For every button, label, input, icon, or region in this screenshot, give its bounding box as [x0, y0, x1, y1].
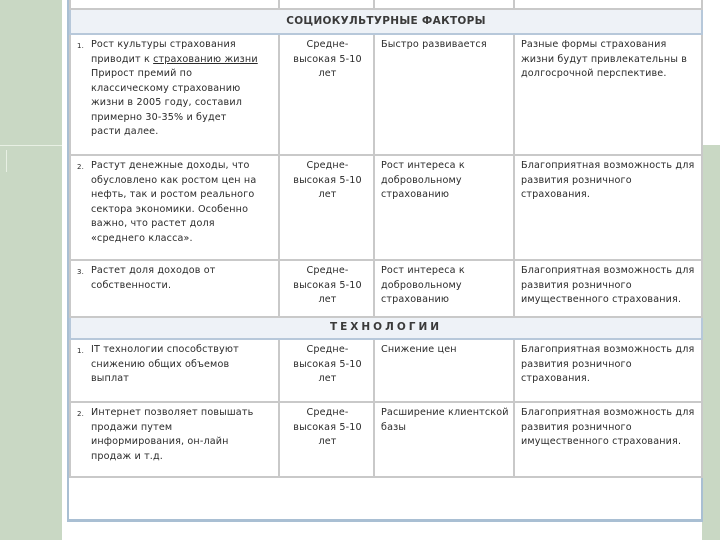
impact-cell: Благоприятная возможность для развития розничного страхования. [514, 155, 702, 260]
left-background-band [0, 0, 62, 540]
decorative-mark [6, 150, 7, 172]
table-top-strip [70, 0, 702, 9]
section-header-technologies [70, 317, 702, 339]
impact-cell: Разные формы страхования жизни будут привлекательны в долгосрочной перспективе. [514, 34, 702, 155]
factor-text: IT технологии способствуют снижению общих объемов выплат [91, 344, 239, 384]
row-number: 2. [77, 410, 84, 418]
impact-cell: Благоприятная возможность для развития розничного страхования. [514, 339, 702, 402]
factor-cell [70, 155, 279, 260]
dynamics-cell: Расширение клиентской базы [374, 402, 514, 477]
impact-cell: Благоприятная возможность для развития розничного имущественного страхования. [514, 260, 702, 317]
factor-text: Растет доля доходов от собственности. [91, 265, 216, 291]
probability-cell: Средне-высокая 5-10 лет [279, 339, 374, 402]
section-title: СОЦИОКУЛЬТУРНЫЕ ФАКТОРЫ [286, 14, 486, 27]
dynamics-cell: Снижение цен [374, 339, 514, 402]
probability-cell: Средне-высокая 5-10 лет [279, 155, 374, 260]
factor-cell [70, 34, 279, 155]
factor-text: Рост культуры страхования приводит к [91, 39, 236, 65]
probability-cell: Средне-высокая 5-10 лет [279, 260, 374, 317]
factors-table [69, 0, 703, 478]
dynamics-cell: Рост интереса к добровольному страхованию [374, 260, 514, 317]
table-row [70, 155, 702, 260]
factor-cell [70, 339, 279, 402]
impact-cell: Благоприятная возможность для развития розничного имущественного страхования. [514, 402, 702, 477]
table-row [70, 402, 702, 477]
section-title: ТЕХНОЛОГИИ [329, 321, 443, 334]
probability-cell: Средне-высокая 5-10 лет [279, 34, 374, 155]
factor-text: Растут денежные доходы, что обусловлено как ростом цен на нефть, так и ростом реального сектора экономики. Особенно важно, что растет доля «среднего класса». [91, 160, 257, 244]
factor-text: Интернет позволяет повышать продажи путем информирования, он-лайн продаж и т.д. [91, 407, 254, 462]
row-number: 1. [77, 42, 84, 50]
table-row [70, 34, 702, 155]
row-number: 1. [77, 347, 84, 355]
dynamics-cell: Рост интереса к добровольному страхованию [374, 155, 514, 260]
factor-cell [70, 402, 279, 477]
factor-underlined-text: страхованию жизни [153, 53, 258, 65]
row-number: 2. [77, 163, 84, 171]
table-row [70, 339, 702, 402]
factor-text-continued: Прирост премий по классическому страхованию жизни в 2005 году, составил примерно 30-35% и будет расти далее. [91, 68, 242, 137]
dynamics-cell: Быстро развивается [374, 34, 514, 155]
factor-cell [70, 260, 279, 317]
document-table-area [67, 0, 703, 522]
right-background-band [702, 145, 720, 540]
table-row [70, 260, 702, 317]
row-number: 3. [77, 268, 84, 276]
decorative-line [0, 145, 62, 146]
section-header-sociocultural [70, 9, 702, 34]
probability-cell: Средне-высокая 5-10 лет [279, 402, 374, 477]
